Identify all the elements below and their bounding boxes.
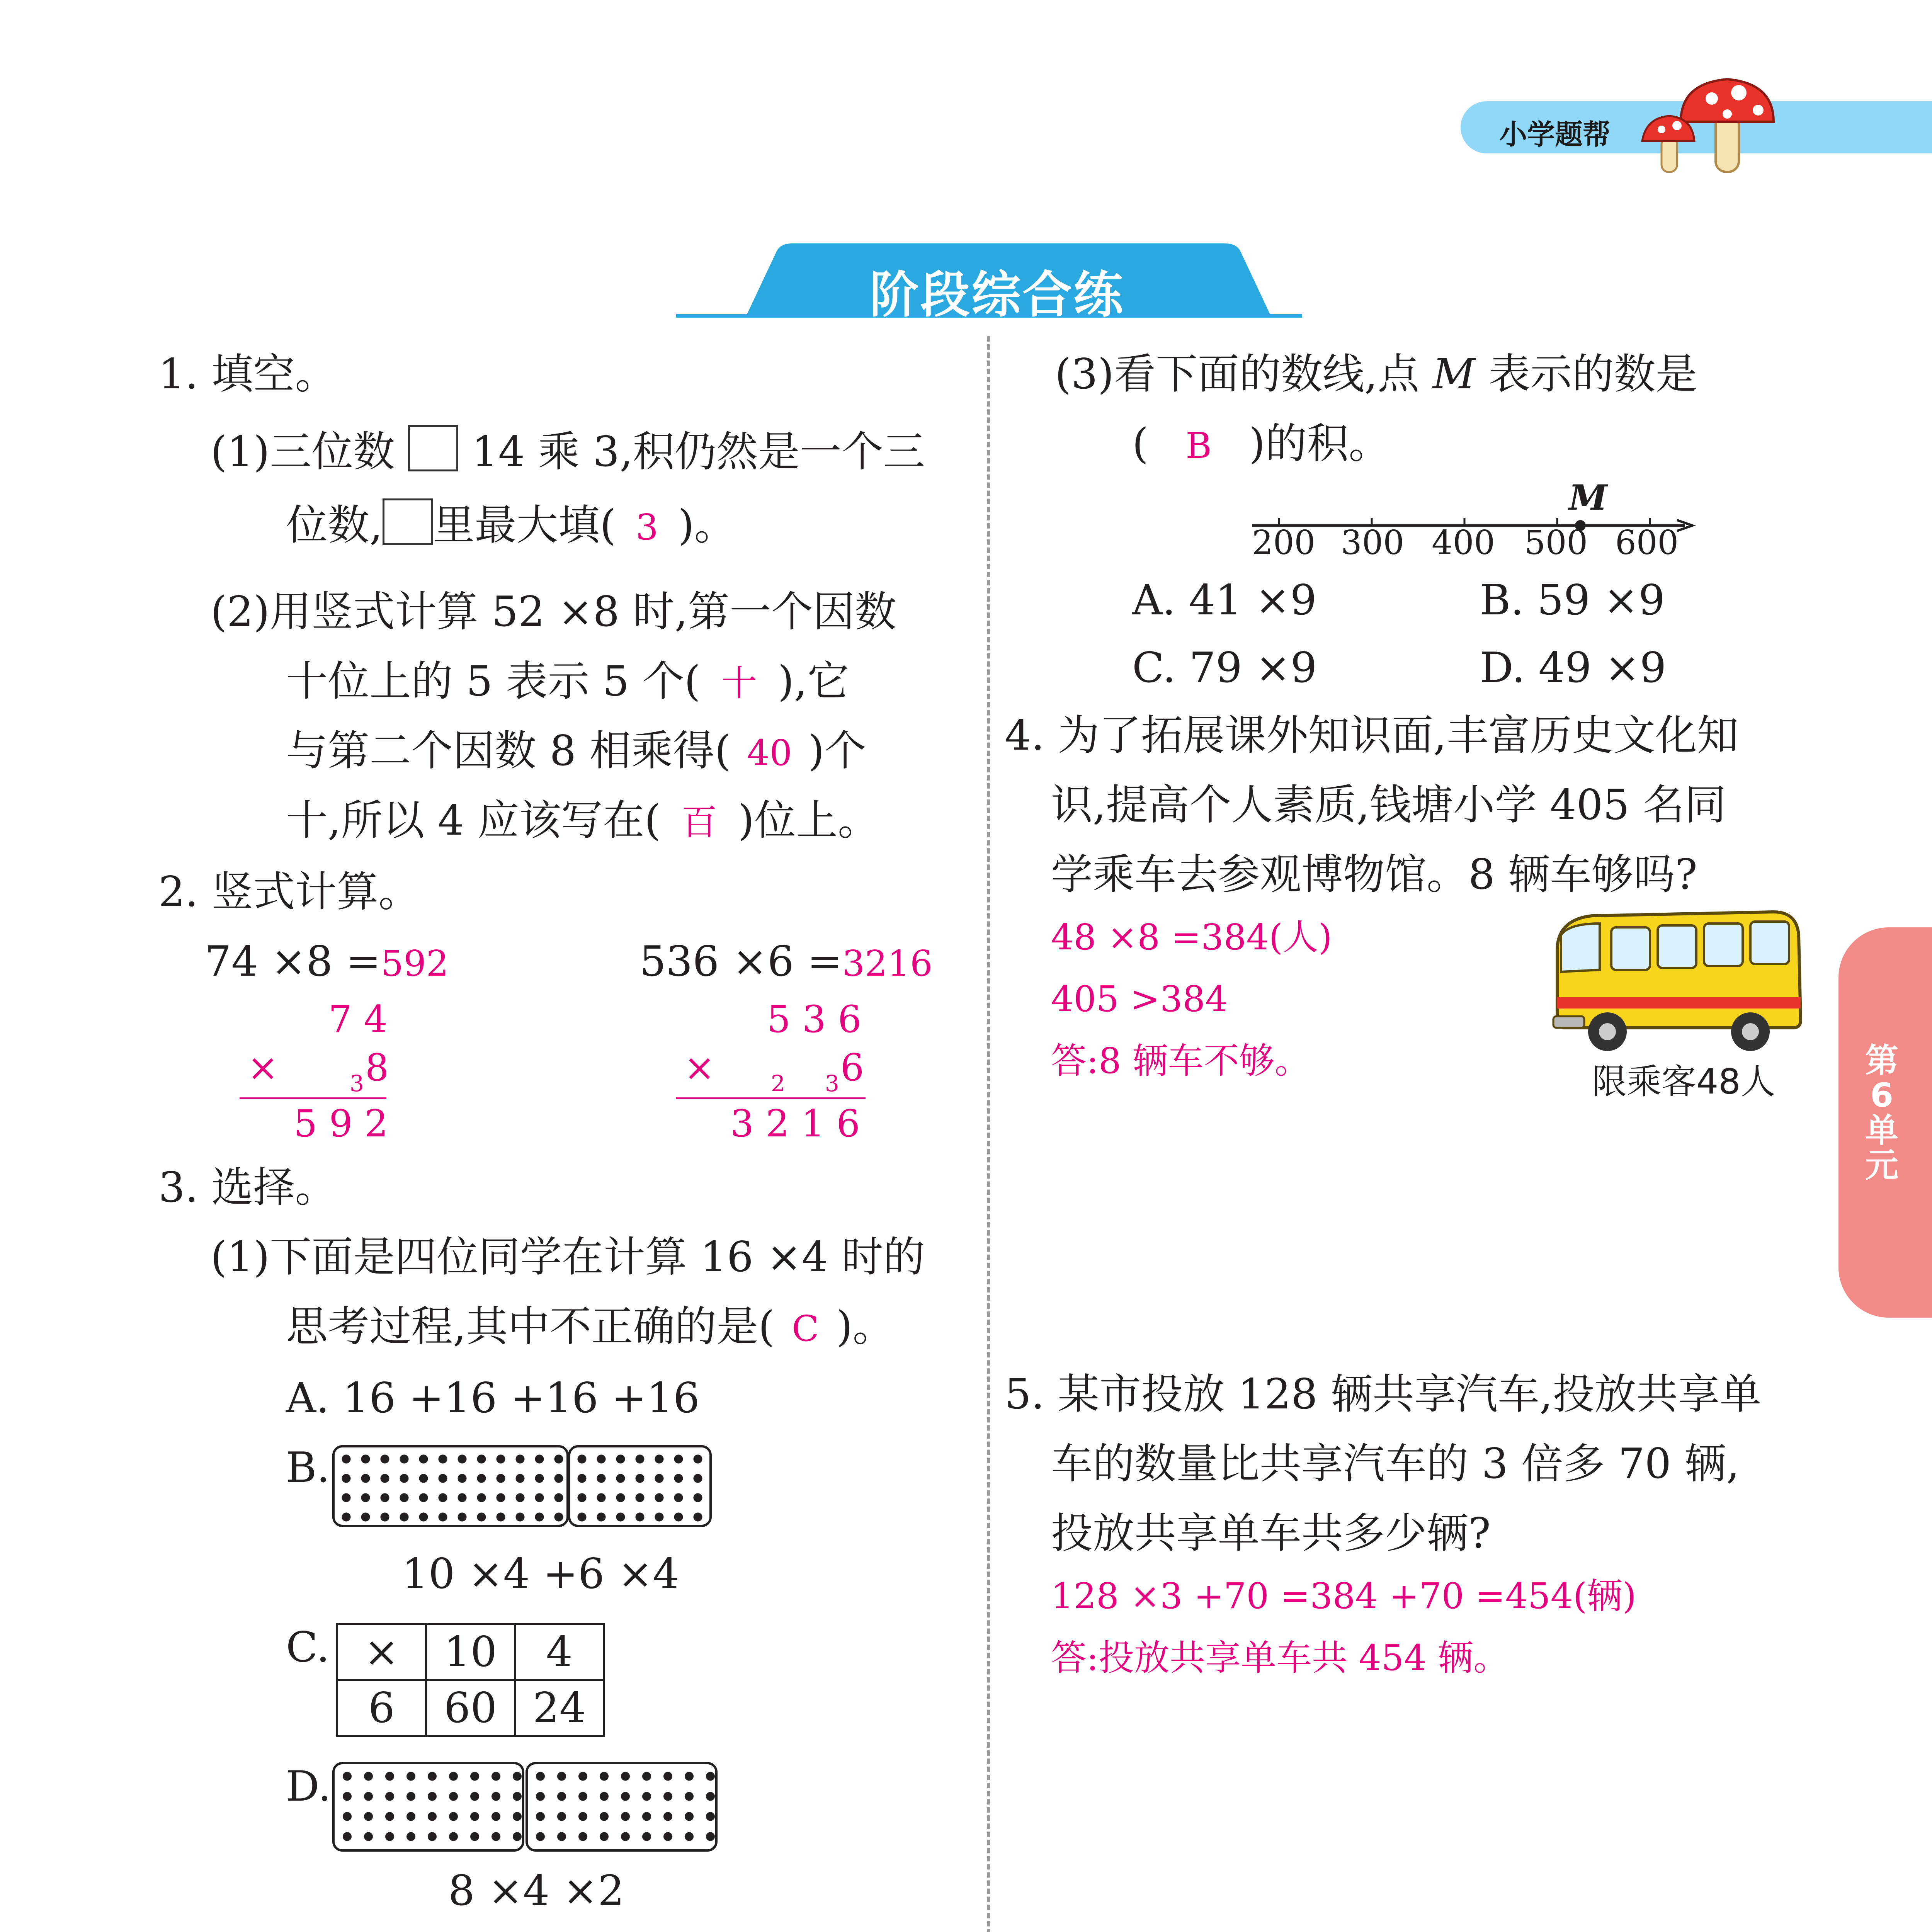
table-cell: 24 bbox=[515, 1680, 604, 1736]
table-cell: 6 bbox=[337, 1680, 426, 1736]
dot-array-8x4-b bbox=[526, 1762, 718, 1852]
q1-p2-line2: 十位上的 5 表示 5 个( 十 ),它 bbox=[286, 657, 849, 706]
tick-label: 200 bbox=[1252, 524, 1316, 562]
q2b-top: 5 3 6 bbox=[767, 998, 862, 1041]
q5-line2: 车的数量比共享汽车的 3 倍多 70 辆, bbox=[1051, 1440, 1740, 1488]
tick-label: 500 bbox=[1524, 524, 1588, 562]
section-title: 阶段综合练 bbox=[869, 266, 1125, 324]
q4-answer-line3: 答:8 辆车不够。 bbox=[1051, 1040, 1310, 1082]
tick-label: 400 bbox=[1432, 524, 1495, 562]
q3-p3-optA: A. 41 ×9 bbox=[1132, 576, 1317, 624]
column-divider bbox=[987, 336, 990, 1932]
q2a-answer: 592 bbox=[381, 943, 449, 984]
q2a-carry: 3 bbox=[350, 1070, 364, 1097]
q3-p1-line1: (1)下面是四位同学在计算 16 ×4 时的 bbox=[211, 1233, 925, 1281]
q1-p1-line2: 位数, 里最大填( 3 )。 bbox=[286, 498, 736, 546]
q3-p3-line2: ( B )的积。 bbox=[1132, 420, 1391, 468]
q5-line3: 投放共享单车共多少辆? bbox=[1051, 1509, 1491, 1558]
q3-p1-optC-label: C. bbox=[286, 1623, 330, 1672]
q1-p1-line1: (1)三位数 14 乘 3,积仍然是一个三 bbox=[211, 425, 925, 473]
q3-p1-optD-label: D. bbox=[286, 1762, 332, 1811]
q5-answer-line2: 答:投放共享单车共 454 辆。 bbox=[1051, 1637, 1509, 1679]
q3-p1-line2: 思考过程,其中不正确的是( C )。 bbox=[286, 1303, 895, 1351]
tick-label: 600 bbox=[1615, 524, 1679, 562]
q5-line1: 5. 某市投放 128 辆共享汽车,投放共享单 bbox=[1005, 1370, 1762, 1418]
multiplication-table bbox=[336, 1623, 605, 1737]
q3-p1-optA: A. 16 +16 +16 +16 bbox=[286, 1374, 700, 1422]
dot-array-8x4-a bbox=[332, 1762, 524, 1852]
q2b-rule bbox=[676, 1097, 866, 1099]
q2a-top: 7 4 bbox=[328, 998, 388, 1041]
digit-blank-box bbox=[383, 498, 433, 545]
q2b-result: 3 2 1 6 bbox=[730, 1102, 860, 1145]
q1-p1-answer: 3 bbox=[636, 507, 658, 548]
q3-p3-optB: B. 59 ×9 bbox=[1480, 576, 1665, 624]
q3-p1-optB-caption: 10 ×4 +6 ×4 bbox=[402, 1550, 680, 1598]
digit-blank-box bbox=[408, 425, 458, 471]
q3-p3-optD: D. 49 ×9 bbox=[1480, 644, 1667, 692]
table-cell: 60 bbox=[426, 1680, 515, 1736]
tick-label: 300 bbox=[1341, 524, 1405, 562]
bus-caption: 限乘客48人 bbox=[1592, 1061, 1776, 1102]
q2b-carry1: 2 bbox=[771, 1070, 785, 1097]
q2b-answer: 3216 bbox=[842, 943, 933, 984]
q3-p1-answer: C bbox=[792, 1308, 819, 1349]
chapter-tab-label: 第 6 单 元 bbox=[1865, 1041, 1898, 1185]
q2-head: 2. 竖式计算。 bbox=[158, 868, 420, 916]
q3-head: 3. 选择。 bbox=[158, 1163, 337, 1212]
mushroom-icon bbox=[1638, 71, 1777, 176]
q1-p2-line4: 十,所以 4 应该写在( 百 )位上。 bbox=[286, 796, 879, 845]
dot-array-10x4 bbox=[332, 1445, 569, 1527]
q1-p2-answer3: 百 bbox=[681, 802, 717, 843]
q2a-op: × bbox=[247, 1046, 279, 1089]
q1-p2-line3: 与第二个因数 8 相乘得( 40 )个 bbox=[286, 727, 866, 775]
q3-p1-optB-label: B. bbox=[286, 1444, 330, 1492]
brand-label: 小学题帮 bbox=[1499, 118, 1611, 151]
q5-answer-line1: 128 ×3 +70 =384 +70 =454(辆) bbox=[1051, 1575, 1636, 1617]
q3-p3-line1: (3)看下面的数线,点 M 表示的数是 bbox=[1055, 350, 1697, 398]
q1-p2-answer2: 40 bbox=[747, 732, 793, 774]
q2a-expression: 74 ×8 =592 bbox=[205, 937, 449, 986]
q2a-mult: 8 bbox=[365, 1046, 389, 1089]
q4-answer-line2: 405 >384 bbox=[1051, 978, 1228, 1020]
q1-p2-line1: (2)用竖式计算 52 ×8 时,第一个因数 bbox=[211, 588, 896, 636]
q4-line1: 4. 为了拓展课外知识面,丰富历史文化知 bbox=[1005, 711, 1739, 760]
q2b-mult: 6 bbox=[840, 1046, 864, 1089]
q2b-expression: 536 ×6 =3216 bbox=[639, 937, 933, 986]
q3-p3-optC: C. 79 ×9 bbox=[1132, 644, 1317, 692]
table-cell: × bbox=[337, 1624, 426, 1680]
q3-p1-optD-caption: 8 ×4 ×2 bbox=[448, 1867, 624, 1915]
q4-answer-line1: 48 ×8 =384(人) bbox=[1051, 917, 1332, 958]
point-M-label: M bbox=[1569, 477, 1607, 518]
q1-p2-answer1: 十 bbox=[721, 663, 757, 704]
dot-array-6x4 bbox=[568, 1445, 712, 1527]
bus-icon bbox=[1542, 904, 1804, 1059]
q2b-carry2: 3 bbox=[825, 1070, 839, 1097]
q2b-op: × bbox=[684, 1046, 715, 1089]
q2a-rule bbox=[240, 1097, 386, 1099]
table-cell: 4 bbox=[515, 1624, 604, 1680]
q1-head: 1. 填空。 bbox=[158, 350, 337, 398]
q3-p3-answer: B bbox=[1185, 425, 1212, 466]
q4-line2: 识,提高个人素质,钱塘小学 405 名同 bbox=[1051, 781, 1726, 829]
q2a-result: 5 9 2 bbox=[294, 1102, 388, 1145]
table-cell: 10 bbox=[426, 1624, 515, 1680]
q4-line3: 学乘车去参观博物馆。8 辆车够吗? bbox=[1051, 850, 1697, 899]
